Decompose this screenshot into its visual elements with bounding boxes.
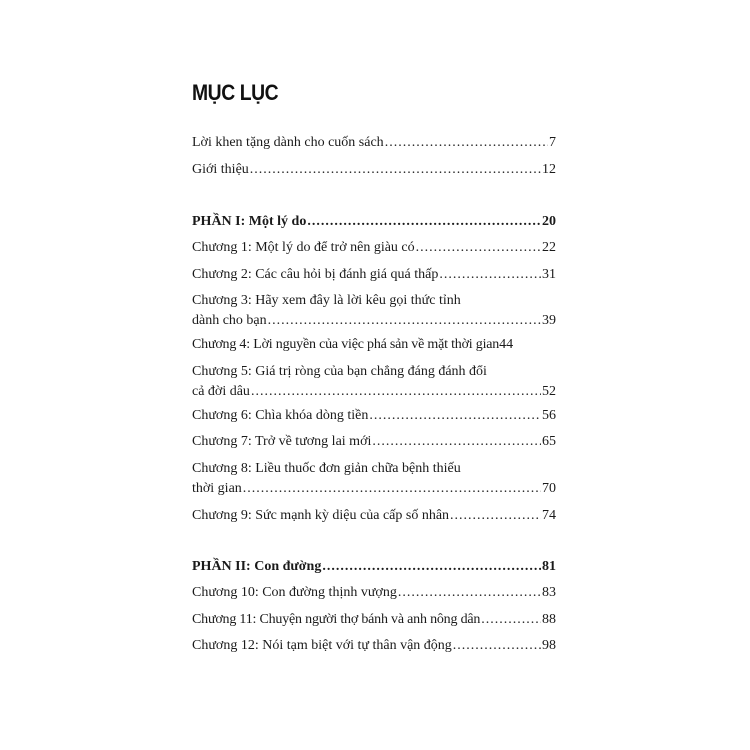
dot-leader	[481, 610, 541, 630]
dot-leader	[251, 382, 541, 402]
entry-label: Chương 4: Lời nguyền của việc phá sản về mặt thời gian	[192, 337, 500, 352]
entry-label-line1: Chương 5: Giá trị ròng của bạn chẳng đáng đánh đổi	[192, 364, 487, 379]
toc-chapter-5[interactable]	[192, 362, 556, 402]
entry-page: 44	[499, 337, 514, 352]
dot-leader	[307, 212, 541, 232]
toc-chapter-10[interactable]	[192, 583, 556, 603]
toc-chapter-8[interactable]	[192, 459, 556, 499]
dot-leader	[250, 160, 541, 180]
toc-chapter-1[interactable]	[192, 238, 556, 258]
entry-label: Giới thiệu	[192, 162, 249, 177]
dot-leader	[439, 265, 541, 285]
entry-label: Chương 11: Chuyện người thợ bánh và anh nông dân	[192, 612, 481, 627]
dot-leader	[385, 133, 548, 153]
entry-label-line1: Chương 8: Liều thuốc đơn giản chữa bệnh thiếu	[192, 461, 461, 476]
toc-chapter-12[interactable]	[192, 636, 556, 656]
entry-label: dành cho bạn	[192, 313, 267, 328]
dot-leader	[416, 238, 541, 258]
dot-leader	[398, 583, 541, 603]
entry-label: Chương 12: Nói tạm biệt với tự thân vận động	[192, 638, 452, 653]
entry-label: Chương 2: Các câu hỏi bị đánh giá quá thấp	[192, 267, 439, 282]
toc-entry-praise[interactable]	[192, 133, 556, 153]
entry-label: Chương 10: Con đường thịnh vượng	[192, 585, 397, 600]
toc-chapter-7[interactable]	[192, 432, 556, 452]
part-page: 20	[542, 214, 556, 229]
toc-chapter-4[interactable]	[192, 335, 556, 355]
entry-page: 74	[542, 508, 556, 523]
entry-page: 31	[542, 267, 556, 282]
toc-chapter-3[interactable]	[192, 291, 556, 331]
toc-heading: MỤC LỤC	[192, 80, 279, 105]
entry-label: Chương 7: Trở về tương lai mới	[192, 434, 372, 449]
part-page: 81	[542, 559, 556, 574]
entry-page: 56	[542, 408, 556, 423]
toc-chapter-11[interactable]	[192, 610, 556, 630]
toc-entry-introduction[interactable]	[192, 160, 556, 180]
toc-part-1[interactable]	[192, 212, 556, 232]
entry-page: 98	[542, 638, 556, 653]
entry-label-line1: Chương 3: Hãy xem đây là lời kêu gọi thức tỉnh	[192, 293, 461, 308]
entry-page: 70	[542, 481, 556, 496]
entry-page: 88	[542, 612, 556, 627]
part-title: PHẦN I: Một lý do	[192, 214, 307, 229]
dot-leader	[322, 557, 541, 577]
entry-page: 22	[542, 240, 556, 255]
entry-label: thời gian	[192, 481, 242, 496]
entry-page: 12	[542, 162, 556, 177]
part-title: PHẦN II: Con đường	[192, 559, 322, 574]
toc-chapter-6[interactable]	[192, 406, 556, 426]
entry-page: 65	[542, 434, 556, 449]
dot-leader	[372, 432, 541, 452]
entry-label: Chương 1: Một lý do để trở nên giàu có	[192, 240, 415, 255]
dot-leader	[450, 506, 541, 526]
entry-label: Chương 9: Sức mạnh kỳ diệu của cấp số nhân	[192, 508, 450, 523]
entry-page: 83	[542, 585, 556, 600]
entry-page: 39	[542, 313, 556, 328]
entry-page: 7	[549, 135, 556, 150]
entry-label: Lời khen tặng dành cho cuốn sách	[192, 135, 384, 150]
entry-label: cả đời dâu	[192, 384, 250, 399]
entry-label: Chương 6: Chìa khóa dòng tiền	[192, 408, 369, 423]
entry-page: 52	[542, 384, 556, 399]
dot-leader	[369, 406, 541, 426]
dot-leader	[243, 479, 541, 499]
dot-leader	[268, 311, 541, 331]
toc-chapter-2[interactable]	[192, 265, 556, 285]
dot-leader	[453, 636, 541, 656]
toc-chapter-9[interactable]	[192, 506, 556, 526]
toc-part-2[interactable]	[192, 557, 556, 577]
